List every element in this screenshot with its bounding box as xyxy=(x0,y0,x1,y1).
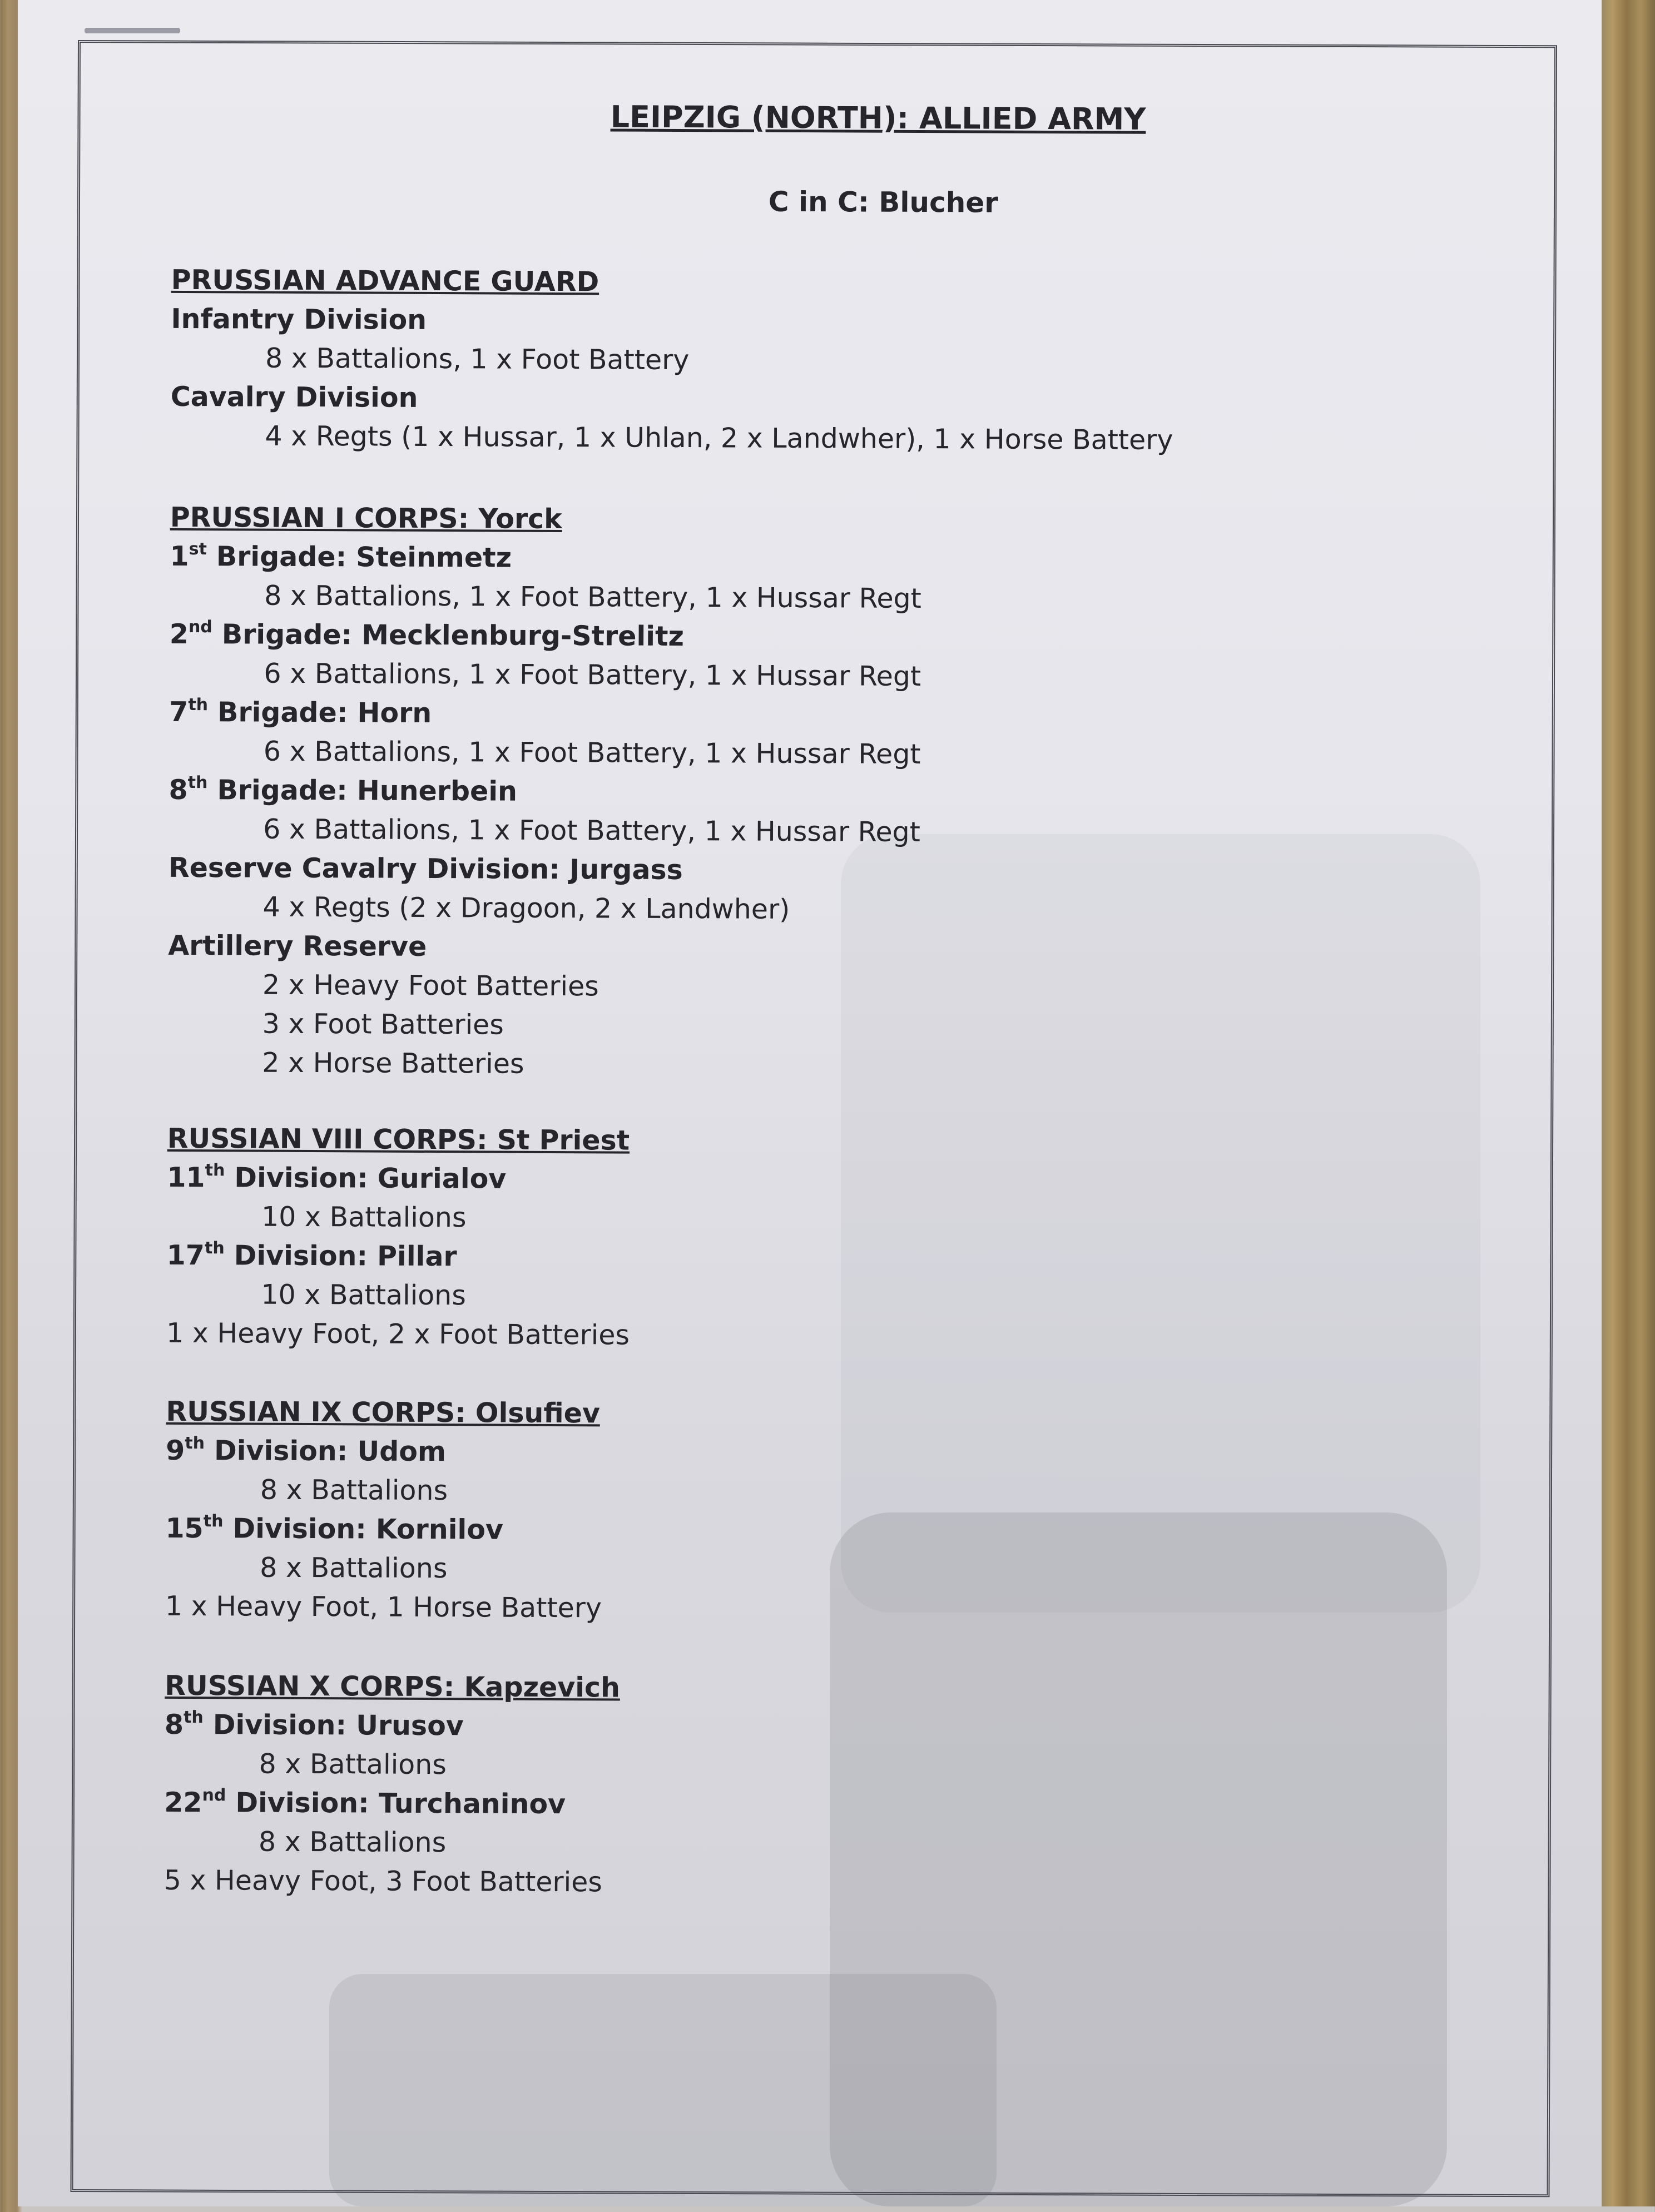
unit-detail: 8 x Battalions, 1 x Foot Battery, 1 x Hussar Regt xyxy=(264,579,921,614)
section-heading: RUSSIAN IX CORPS: Olsufiev xyxy=(166,1395,600,1430)
ordinal-number: 22 xyxy=(164,1786,202,1819)
artillery-line: 1 x Heavy Foot, 1 Horse Battery xyxy=(165,1590,602,1624)
unit-detail: 6 x Battalions, 1 x Foot Battery, 1 x Hussar Regt xyxy=(263,735,921,770)
unit-name: Brigade: Steinmetz xyxy=(206,540,512,574)
ordinal-number: 15 xyxy=(165,1512,204,1545)
unit-detail: 10 x Battalions xyxy=(261,1201,467,1234)
unit-name: Division: Urusov xyxy=(203,1709,464,1742)
unit-heading: Artillery Reserve xyxy=(168,929,427,963)
ordinal-suffix: th xyxy=(185,1433,205,1454)
ordinal-suffix: st xyxy=(189,539,207,559)
unit-detail: 8 x Battalions xyxy=(259,1748,447,1781)
unit-detail: 8 x Battalions, 1 x Foot Battery xyxy=(265,342,690,376)
ordinal-number: 9 xyxy=(166,1434,185,1466)
ordinal-number: 11 xyxy=(167,1161,205,1194)
unit-heading: Cavalry Division xyxy=(170,380,418,414)
unit-heading: Reserve Cavalry Division: Jurgass xyxy=(168,851,683,886)
section-prussian-advance-guard xyxy=(170,261,1174,460)
unit-heading xyxy=(166,1431,602,1472)
unit-detail: 2 x Heavy Foot Batteries xyxy=(262,969,599,1003)
ordinal-suffix: th xyxy=(203,1511,224,1531)
section-russian-viii-corps xyxy=(166,1119,631,1355)
unit-heading xyxy=(170,615,921,657)
unit-name: Division: Kornilov xyxy=(223,1512,504,1546)
section-russian-x-corps xyxy=(163,1667,620,1902)
unit-heading xyxy=(165,1509,602,1550)
page-title: LEIPZIG (NORTH): ALLIED ARMY xyxy=(610,99,1146,137)
section-prussian-i-corps xyxy=(167,498,921,1085)
unit-heading xyxy=(169,771,920,813)
unit-name: Brigade: Hunerbein xyxy=(207,774,518,807)
ordinal-suffix: th xyxy=(188,695,209,715)
section-heading: RUSSIAN VIII CORPS: St Priest xyxy=(167,1122,630,1157)
ordinal-suffix: th xyxy=(205,1160,225,1181)
ordinal-suffix: nd xyxy=(202,1786,226,1806)
unit-heading xyxy=(167,1158,630,1199)
unit-detail: 3 x Foot Batteries xyxy=(262,1008,504,1041)
commander-line: C in C: Blucher xyxy=(768,185,998,219)
unit-heading xyxy=(165,1705,620,1747)
unit-heading: Infantry Division xyxy=(171,302,427,336)
unit-detail: 10 x Battalions xyxy=(261,1278,466,1312)
unit-detail: 2 x Horse Batteries xyxy=(262,1047,524,1080)
unit-name: Brigade: Horn xyxy=(207,696,432,729)
ordinal-number: 17 xyxy=(166,1239,205,1272)
unit-heading xyxy=(164,1783,620,1824)
unit-heading xyxy=(167,1236,630,1277)
unit-heading xyxy=(169,693,921,735)
unit-name: Division: Udom xyxy=(204,1435,447,1468)
ordinal-suffix: th xyxy=(187,773,208,793)
artillery-line: 5 x Heavy Foot, 3 Foot Batteries xyxy=(163,1864,603,1898)
unit-detail: 8 x Battalions xyxy=(260,1474,448,1507)
ordinal-number: 8 xyxy=(169,773,188,806)
unit-name: Division: Pillar xyxy=(224,1239,457,1273)
unit-detail: 6 x Battalions, 1 x Foot Battery, 1 x Hussar Regt xyxy=(264,657,921,692)
unit-detail: 8 x Battalions xyxy=(260,1551,448,1585)
ordinal-number: 8 xyxy=(164,1708,184,1740)
unit-detail: 8 x Battalions xyxy=(258,1826,447,1859)
artillery-line: 1 x Heavy Foot, 2 x Foot Batteries xyxy=(166,1317,630,1351)
unit-detail: 6 x Battalions, 1 x Foot Battery, 1 x Hussar Regt xyxy=(263,813,921,848)
unit-detail: 4 x Regts (2 x Dragoon, 2 x Landwher) xyxy=(262,891,790,925)
section-heading: RUSSIAN X CORPS: Kapzevich xyxy=(165,1669,621,1704)
unit-name: Brigade: Mecklenburg-Strelitz xyxy=(212,618,685,653)
ordinal-suffix: th xyxy=(184,1707,204,1728)
ordinal-number: 2 xyxy=(169,618,189,651)
unit-heading xyxy=(170,537,921,579)
ordinal-suffix: nd xyxy=(188,617,212,637)
ordinal-number: 1 xyxy=(170,540,189,573)
unit-name: Division: Gurialov xyxy=(225,1162,507,1195)
section-russian-ix-corps xyxy=(165,1392,603,1628)
document-content xyxy=(57,0,1346,2212)
section-heading: PRUSSIAN ADVANCE GUARD xyxy=(171,264,599,298)
section-heading: PRUSSIAN I CORPS: Yorck xyxy=(170,501,562,535)
unit-name: Division: Turchaninov xyxy=(226,1787,566,1821)
ordinal-suffix: th xyxy=(204,1238,225,1258)
table-surface xyxy=(1602,0,1655,2206)
ordinal-number: 7 xyxy=(169,696,189,728)
unit-detail: 4 x Regts (1 x Hussar, 1 x Uhlan, 2 x Landwher), 1 x Horse Battery xyxy=(265,420,1173,457)
